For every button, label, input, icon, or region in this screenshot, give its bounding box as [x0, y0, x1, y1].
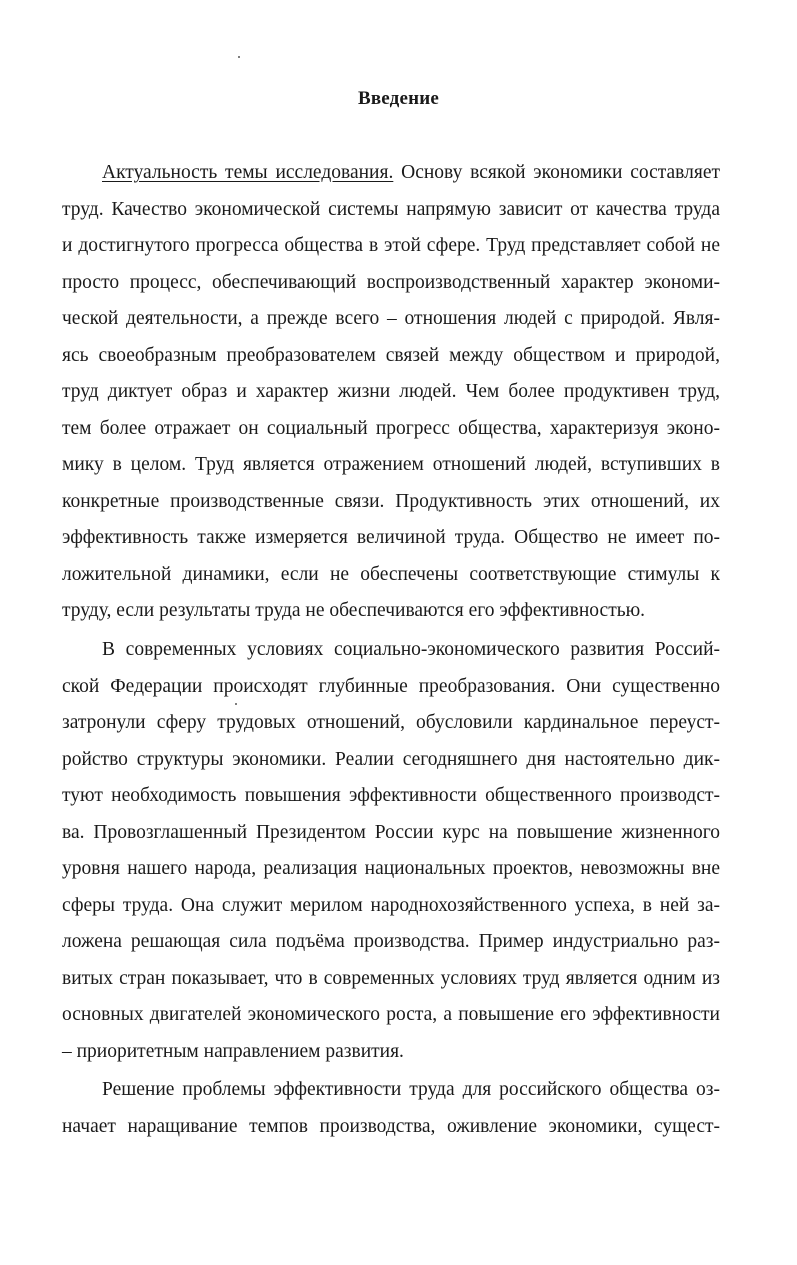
scan-speck	[238, 56, 240, 58]
text-line: сферы труда. Она служит мерилом народнохозяйственного успеха, в ней за-	[62, 894, 720, 916]
text-line: мику в целом. Труд является отражением отношений людей, вступивших в	[62, 454, 720, 475]
text-line: ложительной динамики, если не обеспечены соответствующие стимулы к	[62, 563, 720, 585]
text-line: труд диктует образ и характер жизни людей. Чем более продуктивен труд,	[62, 381, 720, 402]
paragraph-1	[62, 155, 720, 630]
text-line: затронули сферу трудовых отношений, обусловили кардинальное переуст-	[62, 712, 720, 733]
text-line: Решение проблемы эффективности труда для российского общества оз-	[102, 1079, 720, 1100]
text-line: ва. Провозглашенный Президентом России курс на повышение жизненного	[62, 821, 720, 843]
text-line: ложена решающая сила подъёма производства. Пример индустриально раз-	[62, 931, 720, 952]
page-title: Введение	[357, 88, 440, 109]
text-line: начает наращивание темпов производства, оживление экономики, сущест-	[62, 1115, 720, 1137]
text-line: труд. Качество экономической системы напрямую зависит от качества труда	[62, 198, 720, 220]
text-line: витых стран показывает, что в современных условиях труд является одним из	[62, 967, 720, 989]
paragraph-2	[62, 632, 720, 1070]
text-line: основных двигателей экономического роста, а повышение его эффективности	[62, 1004, 720, 1025]
text-line: Актуальность темы исследования. Основу всякой экономики составляет	[102, 162, 720, 183]
text-line: ческой деятельности, а прежде всего – отношения людей с природой. Явля-	[62, 308, 720, 329]
text-line: туют необходимость повышения эффективности общественного производст-	[62, 785, 720, 806]
text-line: ской Федерации происходят глубинные преобразования. Они существенно	[62, 675, 720, 697]
text-line: тем более отражает он социальный прогресс общества, характеризуя эконо-	[62, 417, 720, 439]
text-line: ясь своеобразным преобразователем связей между обществом и природой,	[62, 344, 720, 366]
text-line: В современных условиях социально-экономического развития Россий-	[102, 639, 720, 660]
text-line: конкретные производственные связи. Продуктивность этих отношений, их	[62, 490, 720, 512]
text-line: эффективность также измеряется величиной труда. Общество не имеет по-	[62, 527, 720, 548]
text-line: – приоритетным направлением развития.	[62, 1040, 404, 1062]
text-line: просто процесс, обеспечивающий воспроизводственный характер экономи-	[62, 271, 720, 293]
text-line: и достигнутого прогресса общества в этой сфере. Труд представляет собой не	[62, 235, 720, 256]
text-line: уровня нашего народа, реализация национальных проектов, невозможны вне	[62, 858, 720, 879]
text-line: ройство структуры экономики. Реалии сегодняшнего дня настоятельно дик-	[62, 748, 720, 770]
topic-relevance-label: Актуальность темы исследования.	[102, 162, 394, 183]
paragraph-3	[62, 1072, 720, 1145]
text-line: труду, если результаты труда не обеспечиваются его эффективностью.	[62, 600, 646, 621]
